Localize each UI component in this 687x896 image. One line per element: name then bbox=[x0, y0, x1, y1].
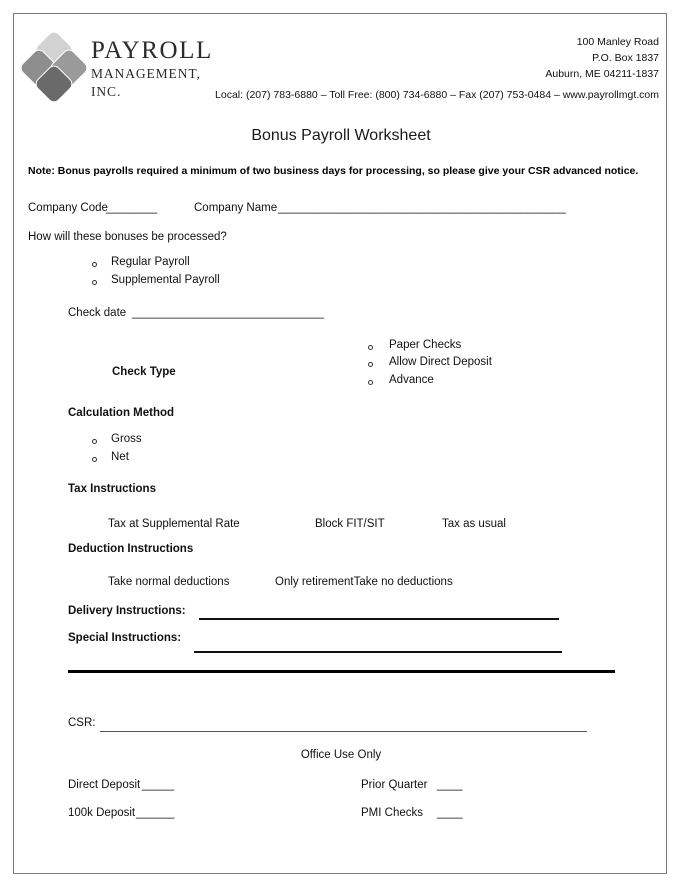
check-date-label: Check date bbox=[68, 307, 127, 319]
letterhead-wordmark bbox=[91, 37, 233, 101]
address-line-3: Auburn, ME 04211-1837 bbox=[545, 68, 659, 80]
direct-deposit-field[interactable]: _____ bbox=[142, 779, 174, 791]
letterhead-contact-line: Local: (207) 783-6880 – Toll Free: (800) 734-6880 – Fax (207) 753-0484 – www.payrollmgt.com bbox=[215, 89, 659, 101]
csr-field[interactable] bbox=[100, 731, 587, 732]
option-only-retirement-take-no-deductions[interactable]: Only retirementTake no deductions bbox=[275, 576, 453, 588]
page-title: Bonus Payroll Worksheet bbox=[251, 127, 431, 144]
option-tax-as-usual[interactable]: Tax as usual bbox=[442, 518, 506, 530]
radio-circle-icon[interactable] bbox=[92, 262, 97, 267]
special-instructions-label: Special Instructions: bbox=[68, 632, 182, 644]
radio-circle-icon[interactable] bbox=[92, 439, 97, 444]
100k-deposit-field[interactable]: ______ bbox=[136, 807, 175, 819]
pmi-checks-label: PMI Checks bbox=[361, 807, 423, 819]
radio-circle-icon[interactable] bbox=[368, 345, 373, 350]
special-instructions-field[interactable] bbox=[194, 651, 562, 653]
processing-question: How will these bonuses be processed? bbox=[28, 231, 227, 243]
option-take-normal-deductions[interactable]: Take normal deductions bbox=[108, 576, 230, 588]
processing-note: Note: Bonus payrolls required a minimum of two business days for processing, so please give your CSR advanced notice. bbox=[28, 165, 639, 177]
worksheet-sheet bbox=[14, 14, 668, 875]
page-frame bbox=[13, 13, 667, 874]
check-type-heading: Check Type bbox=[112, 366, 176, 378]
tax-instructions-heading: Tax Instructions bbox=[68, 483, 156, 495]
radio-circle-icon[interactable] bbox=[92, 457, 97, 462]
radio-circle-icon[interactable] bbox=[368, 380, 373, 385]
option-gross[interactable]: Gross bbox=[111, 433, 142, 445]
deduction-instructions-heading: Deduction Instructions bbox=[68, 543, 194, 555]
company-name: PAYROLL bbox=[91, 37, 213, 64]
delivery-instructions-field[interactable] bbox=[199, 618, 559, 620]
company-subtitle: MANAGEMENT, INC. bbox=[91, 66, 201, 99]
prior-quarter-label: Prior Quarter bbox=[361, 779, 428, 791]
letterhead-address bbox=[545, 34, 659, 82]
direct-deposit-label: Direct Deposit bbox=[68, 779, 141, 791]
check-date-field[interactable]: ______________________________ bbox=[132, 307, 324, 319]
option-advance[interactable]: Advance bbox=[389, 374, 434, 386]
address-line-1: 100 Manley Road bbox=[576, 36, 659, 48]
radio-circle-icon[interactable] bbox=[92, 280, 97, 285]
address-line-2: P.O. Box 1837 bbox=[592, 52, 659, 64]
option-regular-payroll[interactable]: Regular Payroll bbox=[111, 256, 190, 268]
prior-quarter-field[interactable]: ____ bbox=[437, 779, 463, 791]
delivery-instructions-label: Delivery Instructions: bbox=[68, 605, 186, 617]
company-code-field[interactable]: ________ bbox=[106, 202, 158, 214]
option-net[interactable]: Net bbox=[111, 451, 129, 463]
option-supplemental-payroll[interactable]: Supplemental Payroll bbox=[111, 274, 220, 286]
100k-deposit-label: 100k Deposit bbox=[68, 807, 136, 819]
pmi-checks-field[interactable]: ____ bbox=[437, 807, 463, 819]
option-block-fit-sit[interactable]: Block FIT/SIT bbox=[315, 518, 385, 530]
option-paper-checks[interactable]: Paper Checks bbox=[389, 339, 462, 351]
company-name-field[interactable]: _____________________________________________ bbox=[278, 202, 566, 214]
company-code-label: Company Code bbox=[28, 202, 108, 214]
option-allow-direct-deposit[interactable]: Allow Direct Deposit bbox=[389, 356, 492, 368]
letterhead-logo-block bbox=[23, 29, 233, 107]
csr-label: CSR: bbox=[68, 717, 96, 729]
four-diamond-logo-icon bbox=[23, 33, 85, 99]
option-tax-supplemental-rate[interactable]: Tax at Supplemental Rate bbox=[108, 518, 240, 530]
calculation-method-heading: Calculation Method bbox=[68, 407, 175, 419]
office-use-heading: Office Use Only bbox=[300, 749, 382, 761]
company-name-label: Company Name bbox=[194, 202, 278, 214]
section-divider bbox=[68, 670, 615, 673]
radio-circle-icon[interactable] bbox=[368, 362, 373, 367]
